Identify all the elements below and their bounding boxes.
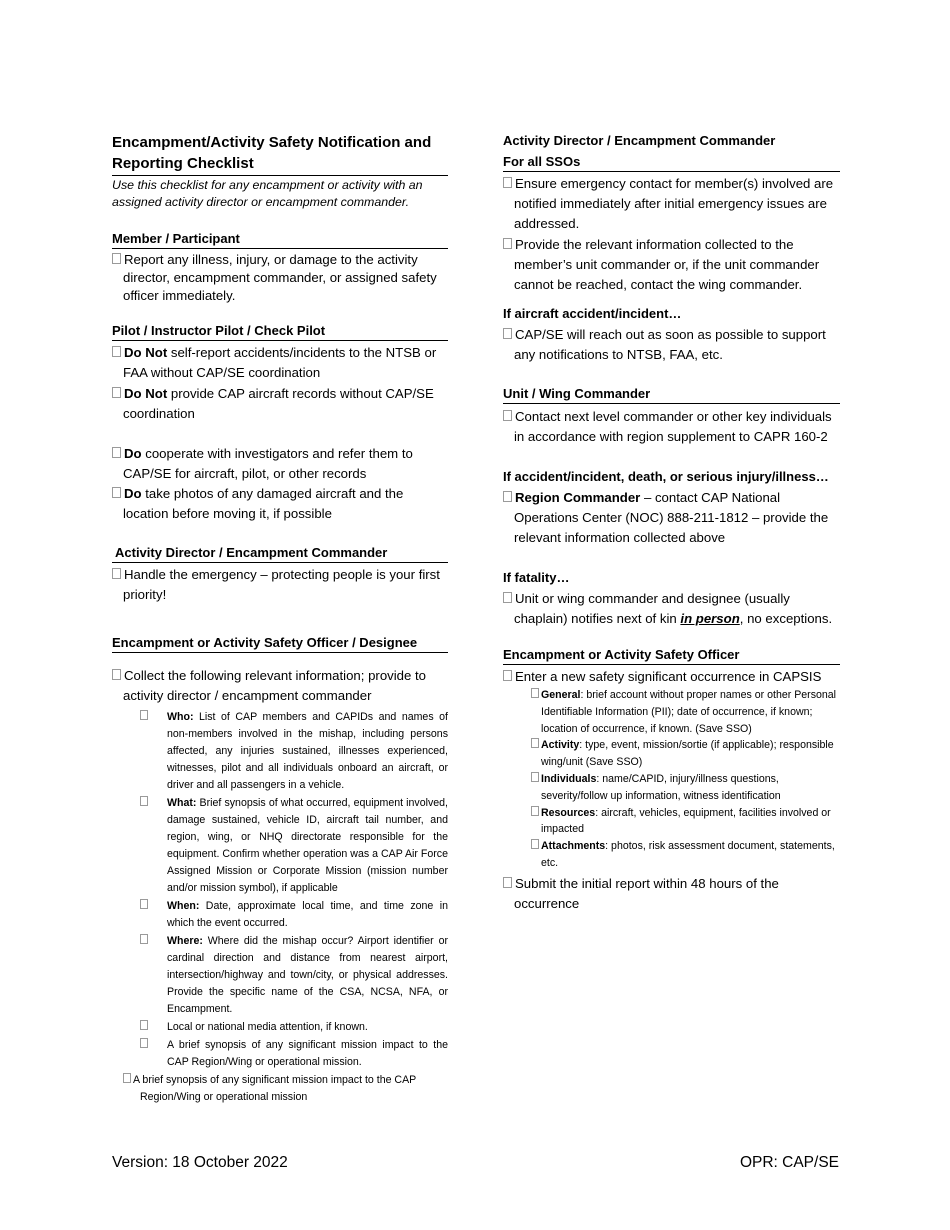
checklist-item[interactable]: Handle the emergency – protecting people is your first priority! [112, 565, 448, 605]
checkbox-icon[interactable] [503, 592, 512, 603]
heading-activity-director-right: Activity Director / Encampment Commander [503, 133, 776, 148]
checkbox-icon[interactable] [503, 328, 512, 339]
checklist-item[interactable]: Enter a new safety significant occurrence in CAPSIS [503, 667, 840, 687]
checklist-item[interactable]: Do take photos of any damaged aircraft and the location before moving it, if possible [112, 484, 448, 524]
checkbox-icon[interactable] [112, 487, 121, 498]
checklist-item[interactable]: Region Commander – contact CAP National Operations Center (NOC) 888-211-1812 – provide the relevant information collected above [503, 488, 840, 548]
checkbox-icon[interactable] [140, 899, 148, 909]
checkbox-icon[interactable] [531, 688, 539, 698]
heading-member: Member / Participant [112, 230, 448, 249]
checkbox-icon[interactable] [140, 710, 148, 720]
right-column [503, 132, 840, 914]
checkbox-icon[interactable] [112, 346, 121, 357]
left-column [112, 132, 448, 1106]
sub-checklist-item[interactable]: Where: Where did the mishap occur? Airport identifier or cardinal direction and distance from nearest airport, intersection/highway and town/city, or physical addresses. Provide the specific name of the CSA, NCSA, NFA, or Encampment. [140, 933, 448, 1018]
checkbox-icon[interactable] [112, 387, 121, 398]
heading-fatality: If fatality… [503, 570, 570, 585]
checkbox-icon[interactable] [503, 238, 512, 249]
page-title: Encampment/Activity Safety Notification and Reporting Checklist [112, 132, 448, 176]
sub-checklist-item[interactable]: Who: List of CAP members and CAPIDs and names of non-members involved in the mishap, including persons affected, any injuries sustained, illnesses experienced, witnesses, pilot and all individuals onboard an aircraft, or driver and all passengers in a vehicle. [140, 709, 448, 794]
checklist-item[interactable]: Submit the initial report within 48 hours of the occurrence [503, 874, 840, 914]
heading-safety-officer: Encampment or Activity Safety Officer [503, 646, 840, 665]
checklist-item[interactable]: Collect the following relevant information; provide to activity director / encampment commander [112, 666, 448, 706]
checkbox-icon[interactable] [112, 669, 121, 680]
sub-checklist-item[interactable]: What: Brief synopsis of what occurred, equipment involved, damage sustained, vehicle ID, aircraft tail number, and region, wing, or NHQ directorate responsible for the equipment. Confirm whether operation was a CAP Air Force Assigned Mission or Corporate Mission (mission number and/or mission symbol), if applicable [140, 795, 448, 897]
checkbox-icon[interactable] [123, 1073, 131, 1083]
sub-checklist-item[interactable]: When: Date, approximate local time, and time zone in which the event occurred. [140, 898, 448, 932]
heading-activity-director: Activity Director / Encampment Commander [112, 544, 448, 563]
checkbox-icon[interactable] [140, 1038, 148, 1048]
sub-checklist-item[interactable]: Resources: aircraft, vehicles, equipment, facilities involved or impacted [531, 805, 840, 839]
checkbox-icon[interactable] [112, 447, 121, 458]
subheading-all-ssos: For all SSOs [503, 153, 840, 172]
checkbox-icon[interactable] [531, 806, 539, 816]
heading-unit-wing-commander: Unit / Wing Commander [503, 385, 840, 404]
heading-safety-officer-designee: Encampment or Activity Safety Officer / Designee [112, 634, 448, 653]
sub-checklist-item[interactable]: Local or national media attention, if known. [140, 1019, 448, 1036]
checkbox-icon[interactable] [503, 670, 512, 681]
checkbox-icon[interactable] [140, 934, 148, 944]
checkbox-icon[interactable] [503, 177, 512, 188]
sub-checklist-item[interactable]: General: brief account without proper names or other Personal Identifiable Information (PII); date of occurrence, if known; location of occurrence, if known. (Save SSO) [531, 687, 840, 737]
checklist-item[interactable]: Report any illness, injury, or damage to the activity director, encampment commander, or assigned safety officer immediately. [112, 251, 448, 305]
sub-checklist-item[interactable]: Attachments: photos, risk assessment document, statements, etc. [531, 838, 840, 872]
checkbox-icon[interactable] [531, 839, 539, 849]
sub-checklist-item[interactable]: A brief synopsis of any significant mission impact to the CAP Region/Wing or operational mission. [140, 1037, 448, 1071]
checkbox-icon[interactable] [503, 491, 512, 502]
checklist-item[interactable]: CAP/SE will reach out as soon as possible to support any notifications to NTSB, FAA, etc. [503, 325, 840, 365]
checkbox-icon[interactable] [503, 410, 512, 421]
checklist-item[interactable]: Do cooperate with investigators and refer them to CAP/SE for aircraft, pilot, or other records [112, 444, 448, 484]
checkbox-icon[interactable] [503, 877, 512, 888]
checklist-item[interactable]: Ensure emergency contact for member(s) involved are notified immediately after initial emergency issues are addressed. [503, 174, 840, 234]
checkbox-icon[interactable] [112, 253, 121, 264]
checkbox-icon[interactable] [112, 568, 121, 579]
intro-text: Use this checklist for any encampment or activity with an assigned activity director or encampment commander. [112, 178, 423, 209]
checklist-item[interactable]: Unit or wing commander and designee (usually chaplain) notifies next of kin in person, no exceptions. [503, 589, 840, 629]
footer-opr: OPR: CAP/SE [739, 1154, 839, 1171]
checklist-item[interactable]: Contact next level commander or other key individuals in accordance with region supplement to CAPR 160-2 [503, 407, 840, 447]
checklist-item[interactable]: Do Not provide CAP aircraft records without CAP/SE coordination [112, 384, 448, 424]
heading-serious-injury: If accident/incident, death, or serious injury/illness… [503, 469, 829, 484]
sub-checklist-item[interactable]: Activity: type, event, mission/sortie (if applicable); responsible wing/unit (Save SSO) [531, 737, 840, 771]
sub-checklist-item[interactable]: A brief synopsis of any significant mission impact to the CAP Region/Wing or operational mission [123, 1072, 448, 1106]
heading-aircraft-accident: If aircraft accident/incident… [503, 306, 682, 321]
checklist-item[interactable]: Do Not self-report accidents/incidents to the NTSB or FAA without CAP/SE coordination [112, 343, 448, 383]
sub-checklist-item[interactable]: Individuals: name/CAPID, injury/illness questions, severity/follow up information, witness identification [531, 771, 840, 805]
checkbox-icon[interactable] [140, 1020, 148, 1030]
checkbox-icon[interactable] [531, 772, 539, 782]
footer-version: Version: 18 October 2022 [112, 1154, 288, 1171]
heading-pilot: Pilot / Instructor Pilot / Check Pilot [112, 322, 448, 341]
checkbox-icon[interactable] [140, 796, 148, 806]
checklist-item[interactable]: Provide the relevant information collected to the member’s unit commander or, if the unit commander cannot be reached, contact the wing commander. [503, 235, 840, 295]
checkbox-icon[interactable] [531, 738, 539, 748]
